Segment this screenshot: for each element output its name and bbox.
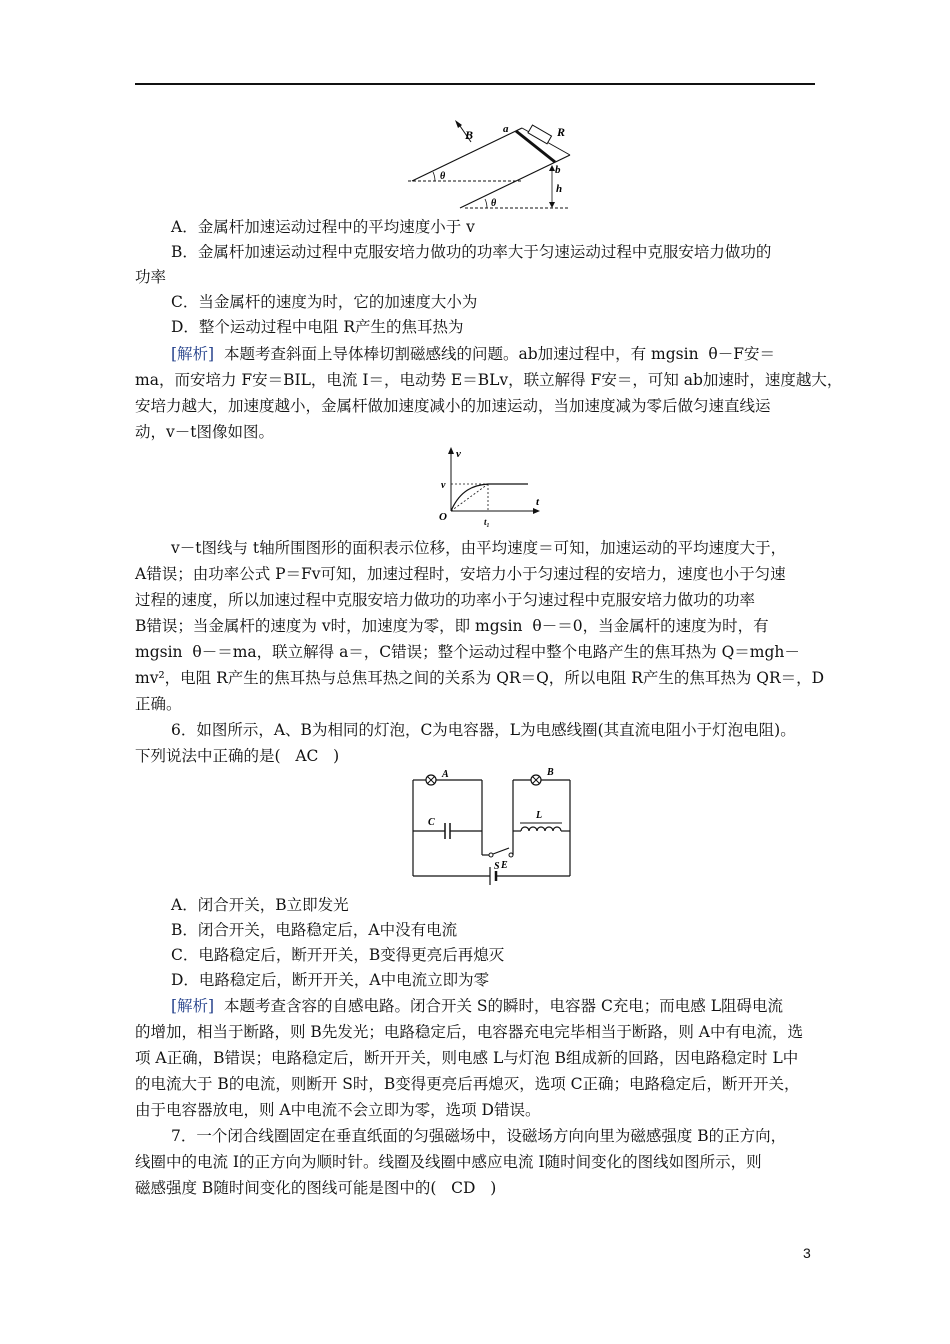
analysis-tag: [解析] bbox=[171, 997, 215, 1015]
q6-analysis-text1: 本题考查含容的自感电路。闭合开关 S的瞬时，电容器 C充电；而电感 L阻碍电流 bbox=[214, 997, 784, 1015]
fig1-label-theta1: θ bbox=[440, 171, 446, 182]
fig3-label-B: B bbox=[547, 767, 554, 778]
page-number: 3 bbox=[803, 1245, 811, 1261]
circuit-figure bbox=[408, 765, 584, 885]
q7-stem-line2: 线圈中的电流 I的正方向为顺时针。线圈及线圈中感应电流 I随时间变化的图线如图所示，则 bbox=[135, 1153, 762, 1171]
fig2-label-origin: O bbox=[439, 511, 447, 523]
q7-stem-line3: 磁感强度 B随时间变化的图线可能是图中的( CD ) bbox=[135, 1179, 497, 1197]
q6-stem-line1: 6．如图所示，A、B为相同的灯泡，C为电容器，L为电感线圈(其直流电阻小于灯泡电阻)。 bbox=[171, 721, 796, 739]
q5b-line7: 正确。 bbox=[135, 695, 182, 713]
q5-analysis-line4: 动，v－t图像如图。 bbox=[135, 423, 274, 441]
q5-option-b-line2: 功率 bbox=[135, 268, 167, 286]
q5b-line6: mv²，电阻 R产生的焦耳热与总焦耳热之间的关系为 QR＝Q，所以电阻 R产生的焦耳热为 QR＝，D bbox=[135, 669, 825, 687]
q6-analysis-line1 bbox=[171, 994, 783, 1019]
q5-analysis-line1 bbox=[171, 342, 775, 367]
q5-analysis-line3: 安培力越大，加速度越小，金属杆做加速度减小的加速运动，当加速度减为零后做匀速直线运 bbox=[135, 397, 771, 415]
q5b-line4: B错误；当金属杆的速度为 v时，加速度为零，即 mgsin θ－＝0，当金属杆的速度为时，有 bbox=[135, 617, 769, 635]
q6-analysis-line3: 项 A正确，B错误；电路稳定后，断开开关，则电感 L与灯泡 B组成新的回路，因电路稳定时 L中 bbox=[135, 1049, 799, 1067]
q5b-line5: mgsin θ－＝ma，联立解得 a＝，C错误；整个运动过程中整个电路产生的焦耳热为 Q＝mgh－ bbox=[135, 643, 800, 661]
fig3-label-E: E bbox=[501, 860, 508, 871]
fig3-label-S: S bbox=[494, 861, 500, 872]
fig3-label-L: L bbox=[536, 810, 543, 821]
fig2-label-t-axis: t bbox=[536, 496, 540, 508]
q5-analysis-text1: 本题考查斜面上导体棒切割磁感线的问题。ab加速过程中，有 mgsin θ－F安＝ bbox=[214, 345, 776, 363]
q5-analysis-line2: ma，而安培力 F安＝BIL，电流 I＝，电动势 E＝BLv，联立解得 F安＝，可知 ab加速时，速度越大， bbox=[135, 371, 843, 389]
q5-option-d: D．整个运动过程中电阻 R产生的焦耳热为 bbox=[171, 318, 464, 336]
fig2-label-v-level: v bbox=[441, 480, 446, 491]
analysis-tag: [解析] bbox=[171, 345, 215, 363]
q6-analysis-line4: 的电流大于 B的电流，则断开 S时，B变得更亮后再熄灭，选项 C正确；电路稳定后，断开开关， bbox=[135, 1075, 800, 1093]
fig1-label-theta2: θ bbox=[491, 198, 497, 209]
fig1-label-R: R bbox=[557, 125, 566, 139]
q5b-line2: A错误；由功率公式 P＝Fv可知，加速过程时，安培力小于匀速过程的安培力，速度也小于匀速 bbox=[135, 565, 786, 583]
q6-option-b: B．闭合开关，电路稳定后，A中没有电流 bbox=[171, 921, 458, 939]
fig2-label-t1: t₁ bbox=[484, 517, 490, 527]
q6-option-a: A．闭合开关，B立即发光 bbox=[171, 896, 349, 914]
fig3-label-A: A bbox=[442, 769, 449, 780]
q5b-line3: 过程的速度，所以加速过程中克服安培力做功的功率小于匀速过程中克服安培力做功的功率 bbox=[135, 591, 756, 609]
fig2-label-v-axis: v bbox=[456, 448, 461, 460]
q7-stem-line1: 7．一个闭合线圈固定在垂直纸面的匀强磁场中，设磁场方向向里为磁感强度 B的正方向， bbox=[171, 1127, 787, 1145]
q6-analysis-line2: 的增加，相当于断路，则 B先发光；电路稳定后，电容器充电完毕相当于断路，则 A中有电流，选 bbox=[135, 1023, 803, 1041]
vt-graph-figure bbox=[436, 445, 548, 529]
q6-option-c: C．电路稳定后，断开开关，B变得更亮后再熄灭 bbox=[171, 946, 505, 964]
q5-option-c: C．当金属杆的速度为时，它的加速度大小为 bbox=[171, 293, 478, 311]
fig1-label-h: h bbox=[556, 183, 563, 195]
q5-option-a: A．金属杆加速运动过程中的平均速度小于 v bbox=[171, 218, 475, 236]
incline-figure bbox=[405, 118, 575, 214]
fig1-label-B: B bbox=[465, 128, 474, 142]
q6-option-d: D．电路稳定后，断开开关，A中电流立即为零 bbox=[171, 971, 490, 989]
q5b-line1: v－t图线与 t轴所围图形的面积表示位移，由平均速度＝可知，加速运动的平均速度大于， bbox=[171, 539, 787, 557]
fig1-label-b: b bbox=[555, 164, 561, 176]
q6-analysis-line5: 由于电容器放电，则 A中电流不会立即为零，选项 D错误。 bbox=[135, 1101, 541, 1119]
q6-stem-line2: 下列说法中正确的是( AC ) bbox=[135, 747, 340, 765]
fig3-label-C: C bbox=[428, 817, 435, 828]
fig1-label-a: a bbox=[503, 123, 509, 135]
q5-option-b-line1: B．金属杆加速运动过程中克服安培力做功的功率大于匀速运动过程中克服安培力做功的 bbox=[171, 243, 772, 261]
header-rule bbox=[135, 83, 815, 85]
